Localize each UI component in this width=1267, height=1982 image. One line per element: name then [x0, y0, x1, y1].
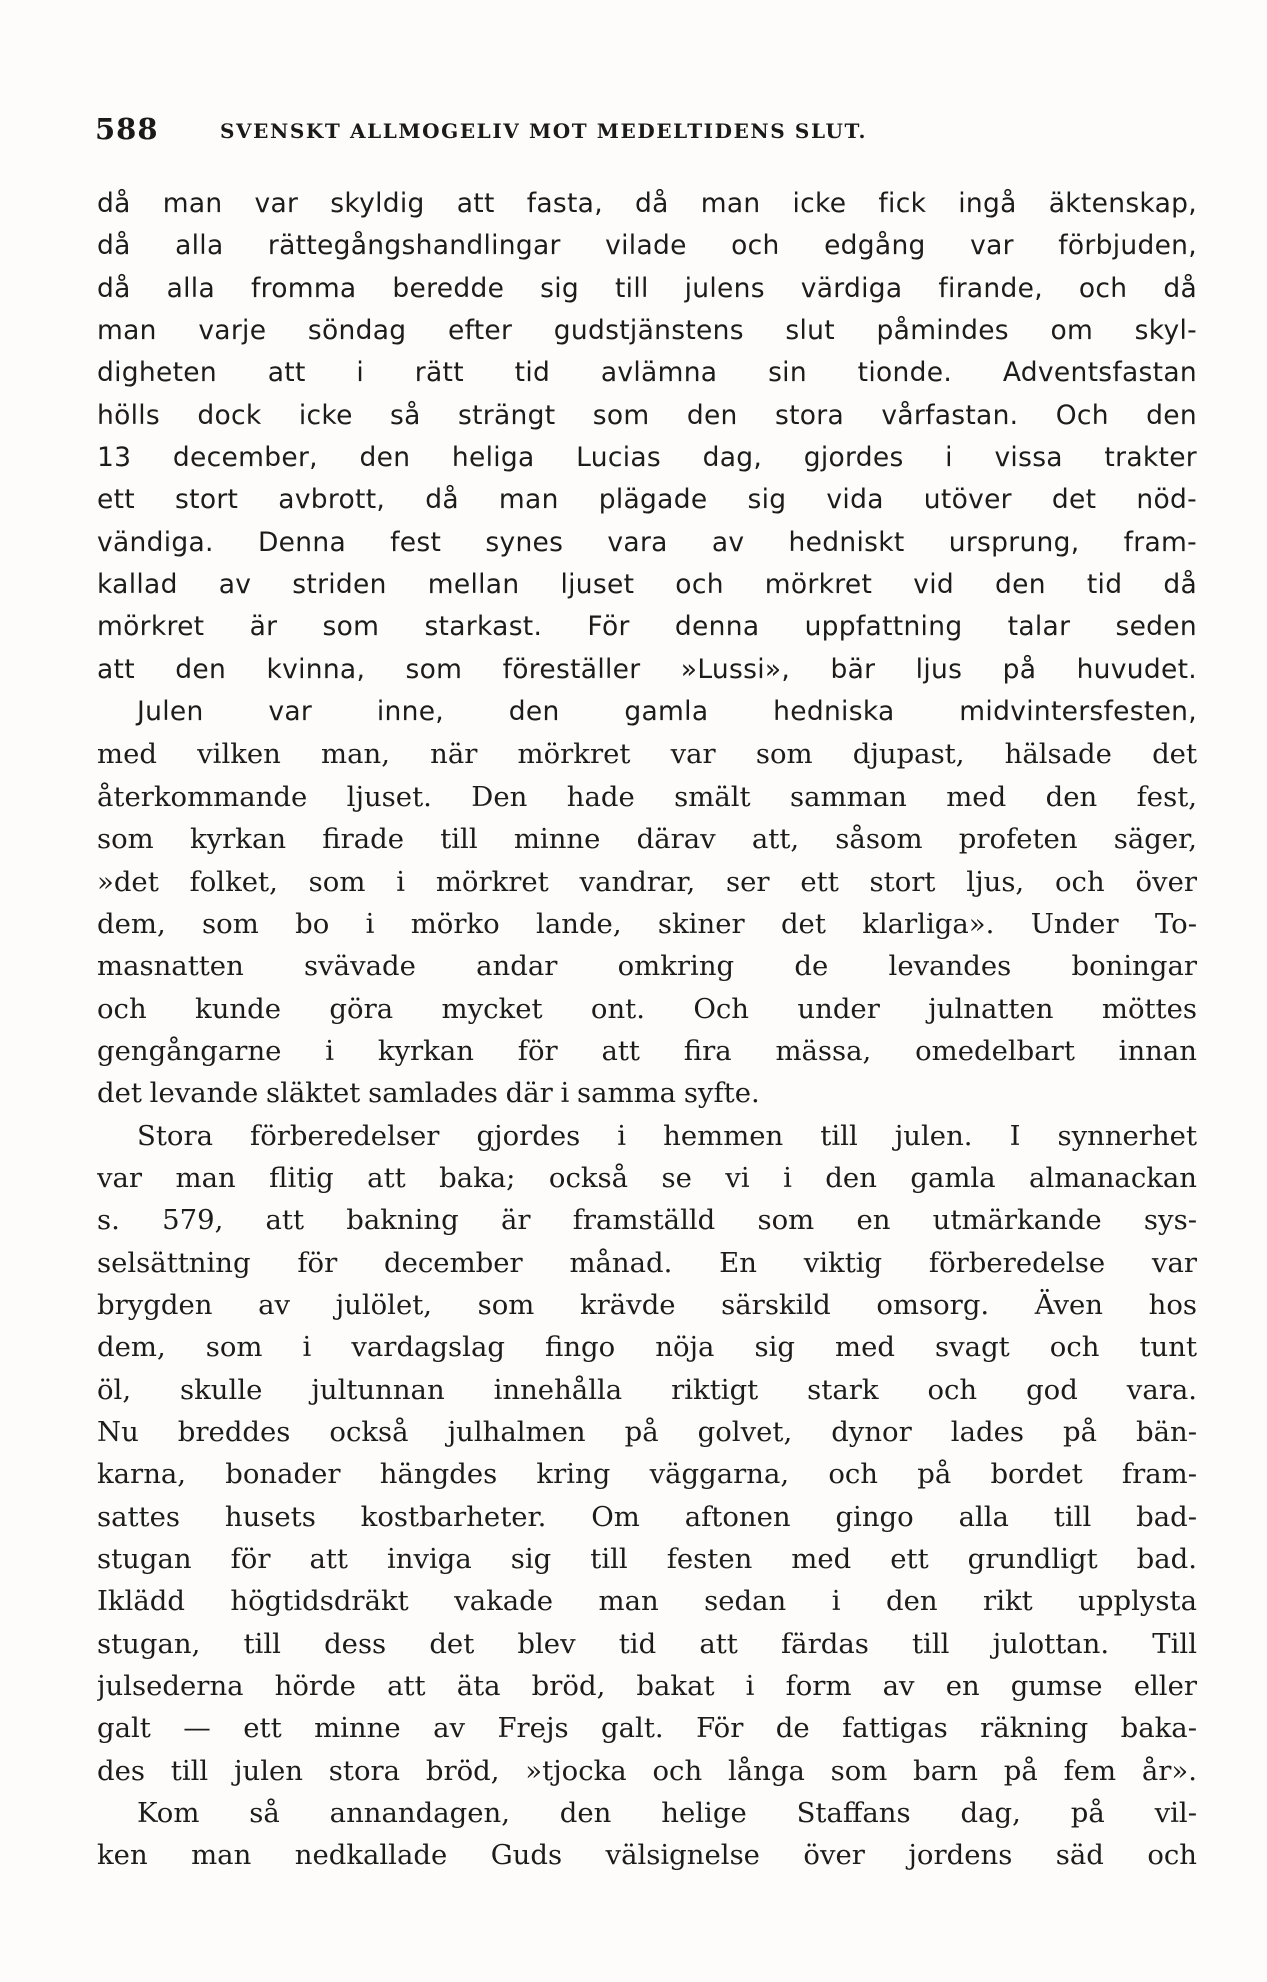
- text-line: selsättning för december månad. En viktig förberedelse var: [97, 1246, 1197, 1279]
- text-line: att den kvinna, som föreställer »Lussi», bär ljus på huvudet.: [97, 653, 1197, 685]
- text-line: som kyrkan firade till minne därav att, såsom profeten säger,: [97, 823, 1197, 856]
- text-line: och kunde göra mycket ont. Och under julnatten möttes: [97, 992, 1197, 1025]
- text-line: 13 december, den heliga Lucias dag, gjordes i vissa trakter: [97, 442, 1197, 474]
- text-line: brygden av julölet, som krävde särskild omsorg. Även hos: [97, 1288, 1197, 1321]
- text-line: då alla rättegångshandlingar vilade och edgång var förbjuden,: [97, 230, 1197, 262]
- text-line: stugan, till dess det blev tid att färdas till julottan. Till: [97, 1627, 1197, 1660]
- text-line: ken man nedkallade Guds välsignelse över jordens säd och: [97, 1839, 1197, 1872]
- text-line: mörkret är som starkast. För denna uppfattning talar seden: [97, 611, 1197, 643]
- text-line: karna, bonader hängdes kring väggarna, och på bordet fram-: [97, 1458, 1197, 1491]
- text-line: Iklädd högtidsdräkt vakade man sedan i den rikt upplysta: [97, 1585, 1197, 1618]
- text-line: gengångarne i kyrkan för att fira mässa, omedelbart innan: [97, 1034, 1197, 1067]
- text-line: Nu breddes också julhalmen på golvet, dynor lades på bän-: [97, 1415, 1197, 1448]
- text-line: s. 579, att bakning är framställd som en utmärkande sys-: [97, 1204, 1197, 1237]
- text-line: Julen var inne, den gamla hedniska midvintersfesten,: [137, 696, 1197, 728]
- text-line: då man var skyldig att fasta, då man icke fick ingå äktenskap,: [97, 188, 1197, 219]
- page-header: [95, 112, 1195, 152]
- body-text: [97, 183, 1197, 1877]
- text-line: Kom så annandagen, den helige Staffans dag, på vil-: [137, 1797, 1197, 1830]
- text-line: då alla fromma beredde sig till julens värdiga firande, och då: [97, 272, 1197, 304]
- text-line: hölls dock icke så strängt som den stora vårfastan. Och den: [97, 399, 1197, 431]
- text-line: man varje söndag efter gudstjänstens slut påmindes om skyl-: [97, 315, 1197, 347]
- text-line: galt — ett minne av Frejs galt. För de fattigas räkning baka-: [97, 1712, 1197, 1745]
- text-line: des till julen stora bröd, »tjocka och långa som barn på fem år».: [97, 1754, 1197, 1787]
- text-line: ett stort avbrott, då man plägade sig vida utöver det nöd-: [97, 484, 1197, 516]
- text-line: kallad av striden mellan ljuset och mörkret vid den tid då: [97, 569, 1197, 601]
- text-line: var man flitig att baka; också se vi i den gamla almanackan: [97, 1161, 1197, 1194]
- running-title: SVENSKT ALLMOGELIV MOT MEDELTIDENS SLUT.: [220, 119, 868, 143]
- text-line: sattes husets kostbarheter. Om aftonen gingo alla till bad-: [97, 1500, 1197, 1533]
- text-line: dem, som i vardagslag fingo nöja sig med svagt och tunt: [97, 1331, 1197, 1364]
- text-line: återkommande ljuset. Den hade smält samman med den fest,: [97, 780, 1197, 813]
- text-line: Stora förberedelser gjordes i hemmen till julen. I synnerhet: [137, 1119, 1197, 1152]
- text-line: masnatten svävade andar omkring de levandes boningar: [97, 950, 1197, 983]
- text-line: vändiga. Denna fest synes vara av hedniskt ursprung, fram-: [97, 526, 1197, 558]
- text-line: öl, skulle jultunnan innehålla riktigt stark och god vara.: [97, 1373, 1197, 1406]
- text-line: stugan för att inviga sig till festen med ett grundligt bad.: [97, 1543, 1197, 1575]
- text-line: »det folket, som i mörkret vandrar, ser ett stort ljus, och över: [97, 865, 1197, 898]
- text-line: dem, som bo i mörko lande, skiner det klarliga». Under To-: [97, 907, 1197, 940]
- text-line: julsederna hörde att äta bröd, bakat i form av en gumse eller: [97, 1670, 1197, 1703]
- page-number: 588: [95, 112, 159, 146]
- text-line: det levande släktet samlades där i samma syfte.: [97, 1077, 760, 1110]
- text-line: digheten att i rätt tid avlämna sin tionde. Adventsfastan: [97, 357, 1197, 389]
- text-line: med vilken man, när mörkret var som djupast, hälsade det: [97, 738, 1197, 771]
